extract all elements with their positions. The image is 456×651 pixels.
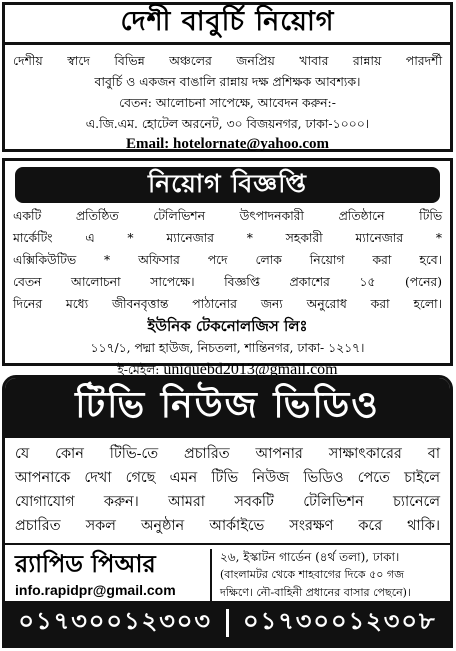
ad-text-line: দেশীয় স্বাদে বিভিন্ন অঞ্চলের জনপ্রিয় খাবার রান্নায় পারদর্শী <box>13 53 442 68</box>
address-line: ২৬, ইস্কাটন গার্ডেন (৪র্থ তলা), ঢাকা। <box>220 550 400 564</box>
company-name: ইউনিক টেকনোলজিস লিঃ <box>147 317 308 335</box>
ad-body <box>5 438 450 538</box>
ad-text-line: যে কোন টিভি-তে প্রচারিত আপনার সাক্ষাৎকারের বা <box>15 446 440 462</box>
ad-header <box>5 5 450 45</box>
brand-name: র‍্যাপিড পিআর <box>15 549 156 578</box>
ad-address: এ.জি.এম. হোটেল অরনেট, ৩০ বিজয়নগর, ঢাকা-১০০০। <box>85 116 370 131</box>
ad-header <box>15 167 440 203</box>
ad-body <box>13 205 442 381</box>
phone-number: ০১৭৩০০১২৩০৮ <box>243 607 437 635</box>
phone-bar <box>5 601 450 645</box>
ad-text-line: একটি প্রতিষ্ঠিত টেলিভিশন উৎপাদনকারী প্রতিষ্ঠানে টিভি <box>13 209 442 223</box>
ad-body <box>5 45 450 155</box>
contact-section <box>5 543 450 603</box>
address-block <box>212 545 450 603</box>
ad-text-line: মার্কেটিং এ * ম্যানেজার * সহকারী ম্যানেজার * <box>13 231 442 245</box>
ad-text-line: দিনের মধ্যে জীবনবৃত্তান্ত পাঠানোর জন্য অনুরোধ করা হলো। <box>13 297 442 311</box>
email-label: ই-মেইল: <box>117 363 160 377</box>
phone-number: ০১৭৩০০১২৩০৩ <box>18 607 213 635</box>
ad-header <box>5 378 450 438</box>
ad-email: Email: hotelornate@yahoo.com <box>125 136 330 152</box>
ad-text-line: প্রচারিত সকল অনুষ্ঠান আর্কাইভে সংরক্ষণ করে থাকি। <box>15 518 440 534</box>
ad-text-line: বাবুর্চি ও একজন বাঙালি রান্নায় দক্ষ প্রশিক্ষক আবশ্যক। <box>94 74 361 89</box>
ad-title: দেশী বাবুর্চি নিয়োগ <box>120 6 335 37</box>
tv-news-video-ad <box>2 375 453 648</box>
company-email: uniquebd2013@gmail.com <box>163 361 338 378</box>
address-line: দক্ষিণে। নৌ-বাহিনী প্রধানের বাসার পেছনে)। <box>220 586 411 599</box>
ad-text-line: এক্সিকিউটিভ * অফিসার পদে লোক নিয়োগ করা হবে। <box>13 253 442 267</box>
company-address: ১১৭/১, পদ্মা হাউজ, নিচতলা, শান্তিনগর, ঢাকা- ১২১৭। <box>90 341 365 355</box>
brand-block <box>5 545 210 603</box>
address-line: (বাংলামটর থেকে শাহবাগের দিকে ৫০ গজ <box>220 568 404 581</box>
cook-recruitment-ad <box>2 2 453 152</box>
phone-separator <box>226 609 229 637</box>
ad-title: টিভি নিউজ ভিডিও <box>75 385 380 426</box>
ad-text-line: আপনাকে দেখা গেছে এমন টিভি নিউজ ভিডিও পেতে চাইলে <box>15 470 440 486</box>
ad-title: নিয়োগ বিজ্ঞপ্তি <box>148 168 307 198</box>
ad-text-line: বেতন আলোচনা সাপেক্ষে। বিজ্ঞপ্তি প্রকাশের ১৫ (পনের) <box>13 275 442 289</box>
job-notice-ad <box>2 158 453 378</box>
brand-email: info.rapidpr@gmail.com <box>15 582 176 598</box>
ad-text-line: যোগাযোগ করুন। আমরা সবকটি টেলিভিশন চ্যানেলে <box>15 494 440 510</box>
ad-text-line: বেতন: আলোচনা সাপেক্ষে, আবেদন করুন:- <box>119 95 336 110</box>
